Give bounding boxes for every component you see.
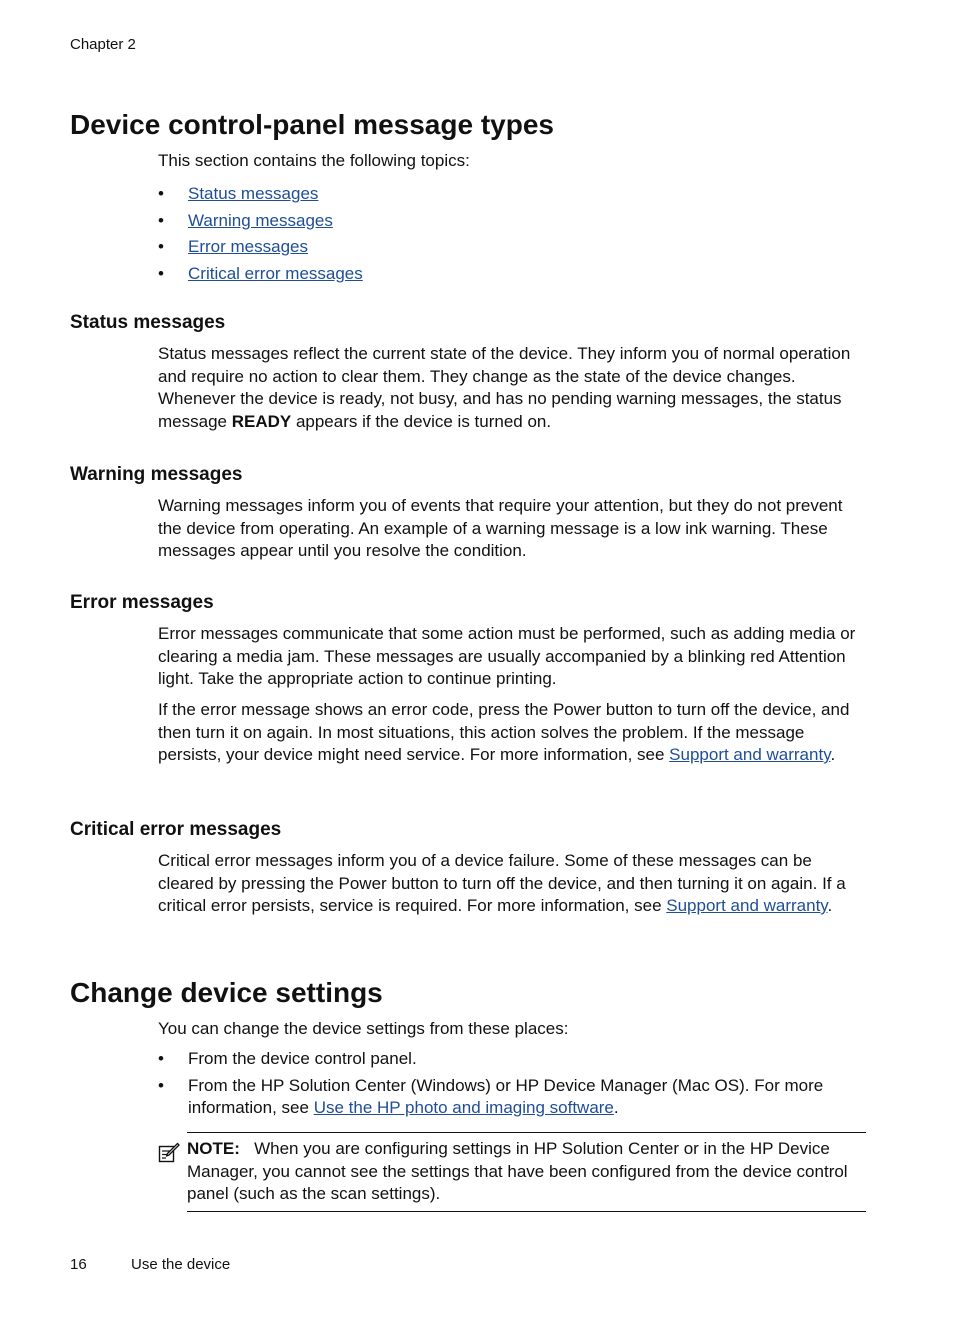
link-error-messages[interactable]: Error messages bbox=[188, 237, 308, 256]
note-body: When you are configuring settings in HP Solution Center or in the HP Device Manager, you cannot see the settings that have been configured from the device control panel (such as the scan settings). bbox=[187, 1139, 848, 1203]
warning-paragraph: Warning messages inform you of events that require your attention, but they do not prevent the device from operating. An example of a warning message is a low ink warning. These messages appear until you resolve the condition. bbox=[158, 496, 843, 560]
note-pencil-icon bbox=[158, 1142, 180, 1164]
settings-intro: You can change the device settings from these places: bbox=[158, 1019, 569, 1038]
heading-error-messages: Error messages bbox=[70, 592, 214, 613]
bullet: • bbox=[158, 1049, 164, 1068]
note-bottom-rule bbox=[187, 1211, 866, 1212]
bullet: • bbox=[158, 1075, 164, 1095]
settings-item-control-panel: From the device control panel. bbox=[188, 1049, 417, 1068]
error-p2-end: . bbox=[830, 745, 836, 764]
bullet: • bbox=[158, 237, 164, 256]
critical-paragraph bbox=[158, 850, 858, 918]
footer-section: Use the device bbox=[131, 1256, 231, 1273]
settings-item-end: . bbox=[613, 1098, 619, 1117]
list-item bbox=[158, 234, 363, 261]
status-text-end: appears if the device is turned on. bbox=[291, 411, 552, 431]
settings-item-solution-center: From the HP Solution Center (Windows) or HP Device Manager (Mac OS). For more information, see bbox=[188, 1075, 824, 1117]
list-item bbox=[158, 1048, 838, 1071]
topics-list bbox=[158, 181, 363, 287]
critical-end: . bbox=[827, 896, 833, 915]
note-top-rule bbox=[187, 1132, 866, 1133]
heading-status-messages: Status messages bbox=[70, 312, 226, 333]
bullet: • bbox=[158, 210, 164, 230]
bullet: • bbox=[158, 263, 164, 283]
note-box bbox=[158, 1132, 866, 1212]
error-paragraph-2 bbox=[158, 699, 858, 767]
link-critical-error-messages[interactable]: Critical error messages bbox=[188, 263, 363, 283]
error-paragraph-1: Error messages communicate that some action must be performed, such as adding media or clearing a media jam. These messages are usually accompanied by a blinking red Attention light. Take the appropriate action to continue printing. bbox=[158, 624, 856, 688]
bullet: • bbox=[158, 184, 164, 203]
link-warning-messages[interactable]: Warning messages bbox=[188, 210, 333, 230]
status-paragraph bbox=[158, 343, 858, 433]
list-item bbox=[158, 181, 363, 208]
topics-intro: This section contains the following topics: bbox=[158, 151, 470, 170]
list-item bbox=[158, 1075, 838, 1120]
link-hp-photo-software[interactable]: Use the HP photo and imaging software bbox=[313, 1098, 614, 1117]
chapter-label: Chapter 2 bbox=[70, 36, 136, 53]
ready-keyword: READY bbox=[231, 411, 292, 431]
list-item bbox=[158, 261, 363, 288]
link-support-and-warranty[interactable]: Support and warranty bbox=[669, 745, 831, 764]
status-text: Status messages reflect the current state of the device. They inform you of normal operation and require no action to clear them. They change as the state of the device changes. Whenever the device is ready, not busy, and has no pending warning messages, the status message bbox=[158, 344, 851, 431]
note-text bbox=[187, 1138, 857, 1206]
settings-list bbox=[158, 1048, 838, 1120]
section-title-message-types: Device control-panel message types bbox=[70, 109, 554, 140]
link-support-and-warranty-2[interactable]: Support and warranty bbox=[666, 896, 828, 915]
critical-text: Critical error messages inform you of a device failure. Some of these messages can be cleared by pressing the Power button to turn off the device, and then turning it on again. If a critical error persists, service is required. For more information, see bbox=[158, 851, 846, 915]
note-label: NOTE: bbox=[187, 1139, 240, 1158]
section-title-change-settings: Change device settings bbox=[70, 977, 383, 1008]
heading-critical-error-messages: Critical error messages bbox=[70, 819, 282, 840]
error-p2-text: If the error message shows an error code, press the Power button to turn off the device, and then turn it on again. In most situations, this action solves the problem. If the message persists, your device might need service. For more information, see bbox=[158, 700, 850, 764]
list-item bbox=[158, 208, 363, 235]
heading-warning-messages: Warning messages bbox=[70, 464, 243, 485]
page-number: 16 bbox=[70, 1256, 87, 1273]
link-status-messages[interactable]: Status messages bbox=[188, 184, 319, 203]
